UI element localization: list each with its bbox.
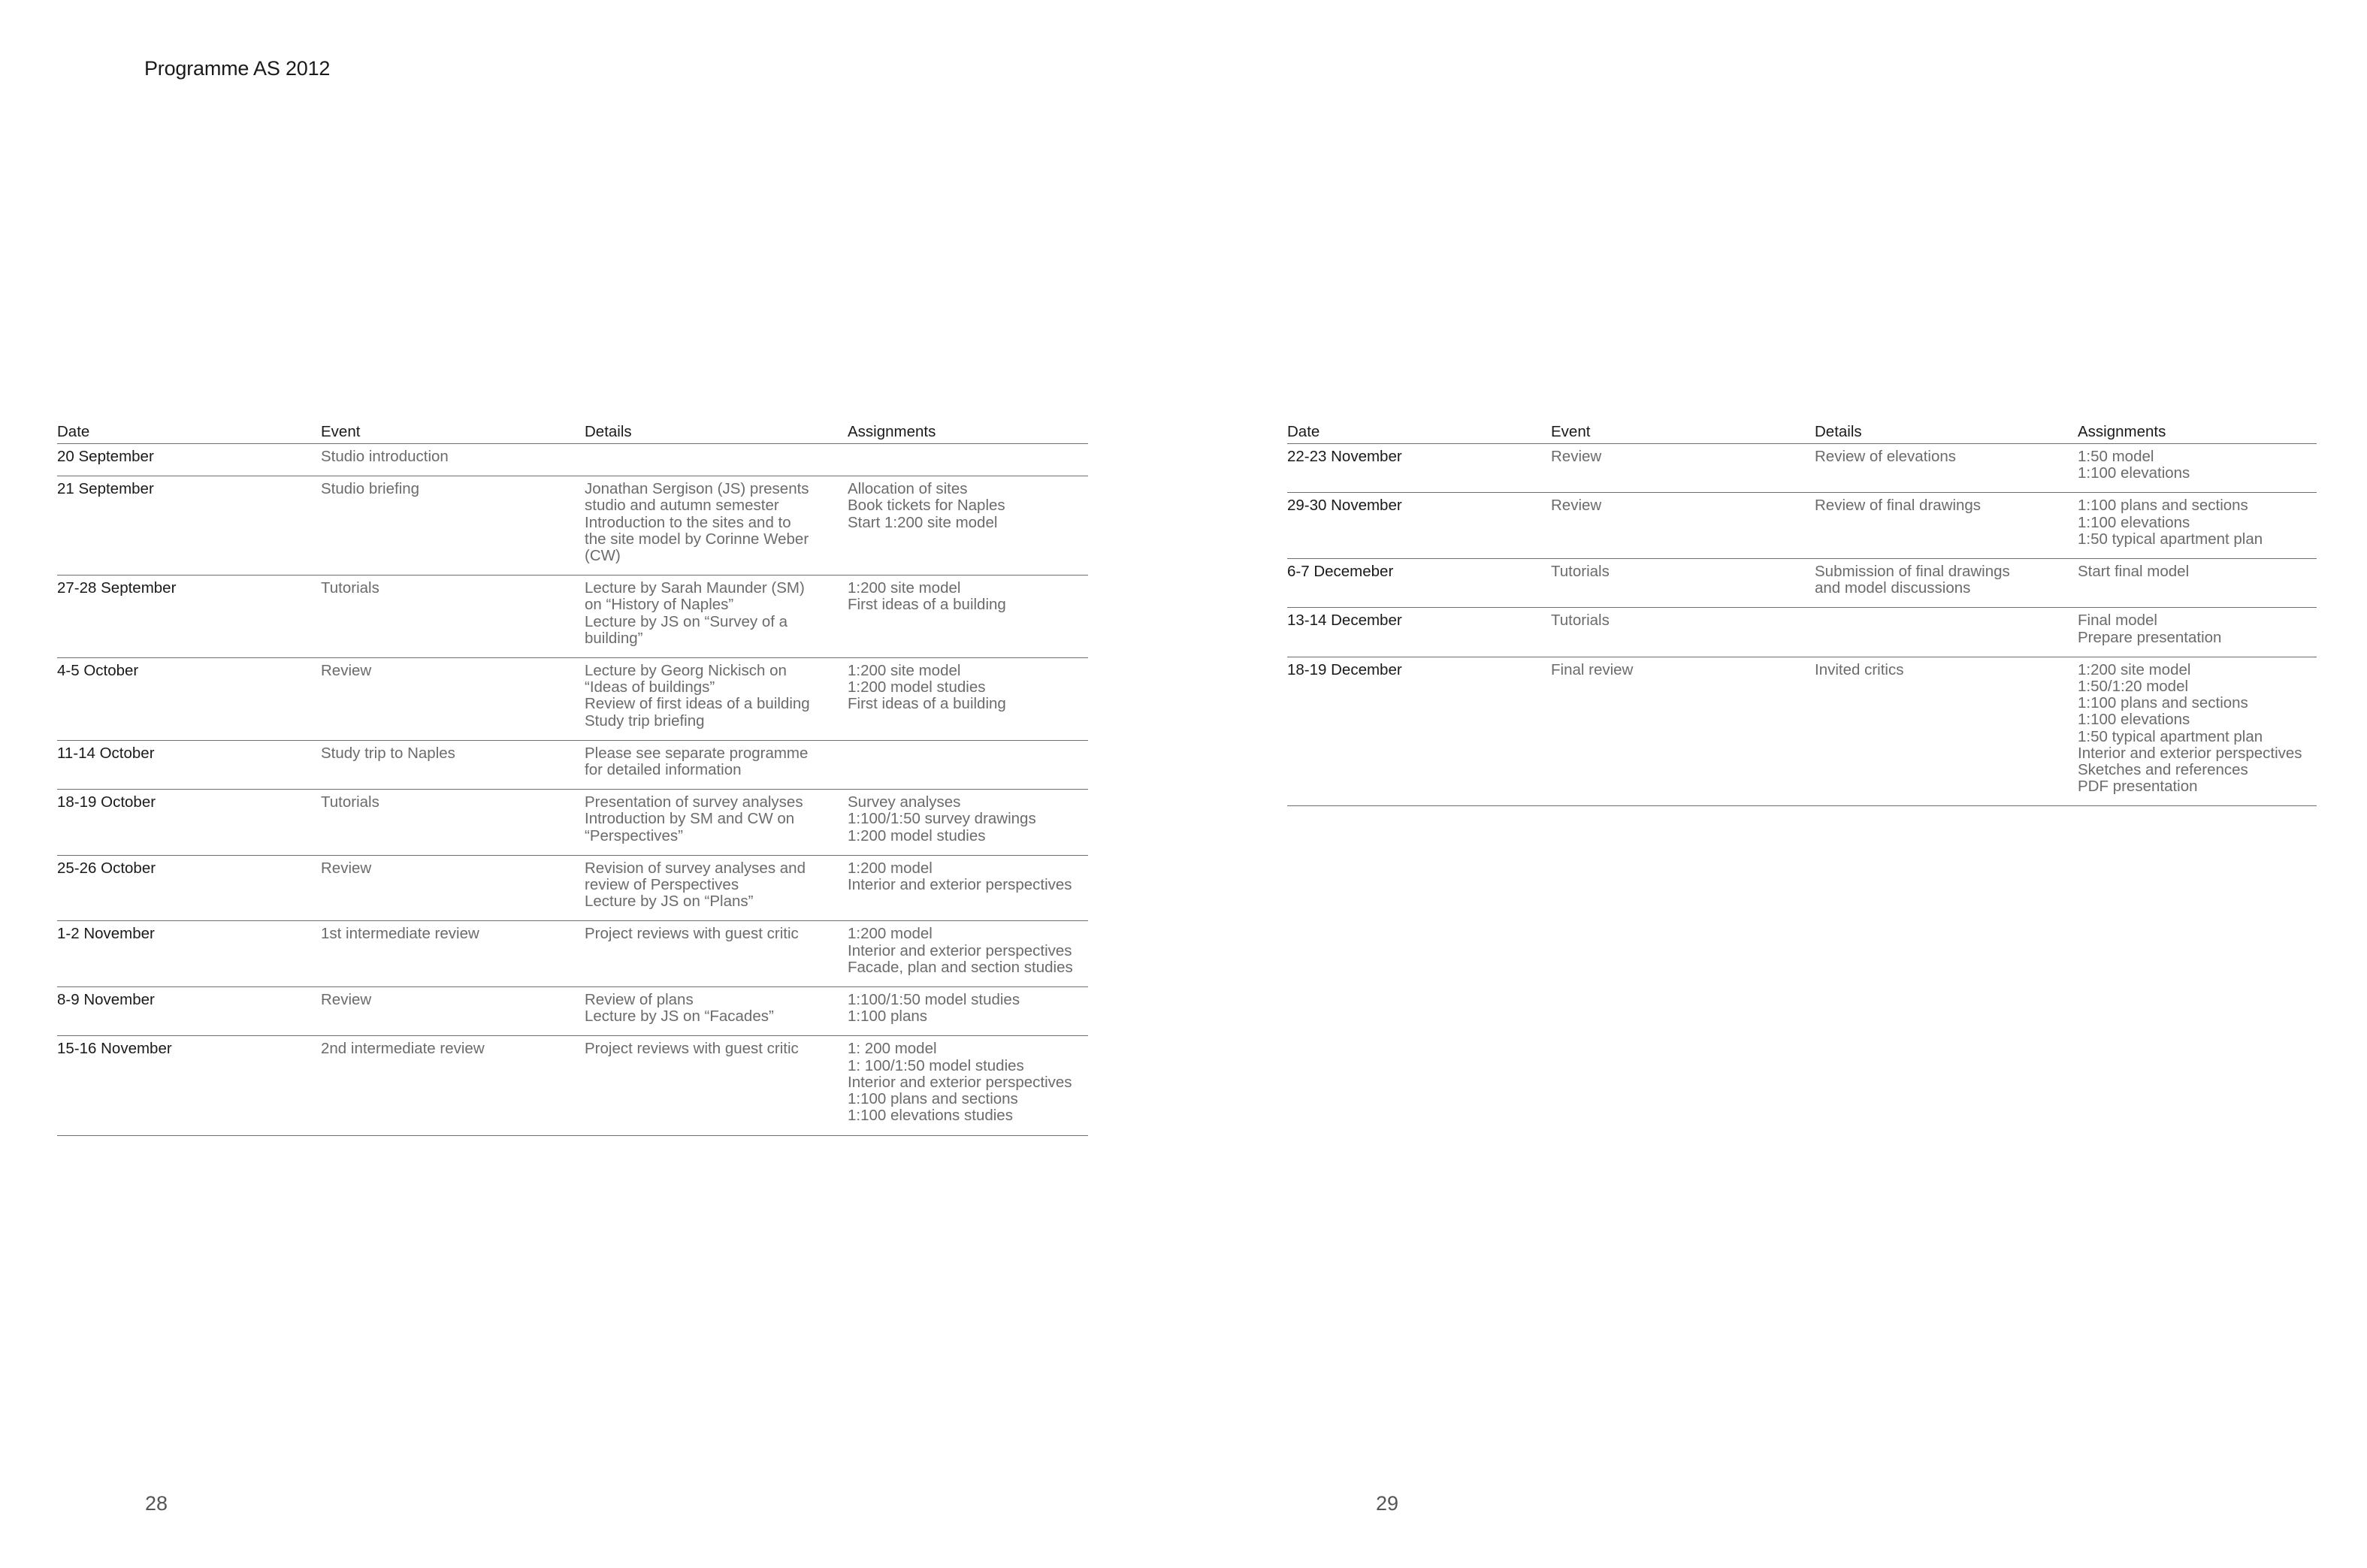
date-cell: 15-16 November [57,1036,321,1135]
column-header-event: Event [1551,418,1815,444]
assignments-cell: Survey analyses 1:100/1:50 survey drawings 1:200 model studies [848,790,1088,856]
table-row [1287,657,2317,806]
column-header-event: Event [321,418,585,444]
event-cell: Studio introduction [321,444,585,476]
column-header-assignments: Assignments [848,418,1088,444]
schedule-table-left [57,418,1088,1136]
schedule-body-right [1287,444,2317,806]
date-cell: 13-14 December [1287,608,1551,657]
assignments-cell: 1:50 model 1:100 elevations [2078,444,2317,493]
date-cell: 18-19 December [1287,657,1551,806]
table-row [1287,608,2317,657]
details-cell: Lecture by Georg Nickisch on “Ideas of buildings” Review of first ideas of a building Study trip briefing [585,658,848,741]
details-cell: Please see separate programme for detailed information [585,740,848,789]
details-cell: Invited critics [1815,657,2078,806]
assignments-cell: 1:200 site model First ideas of a building [848,576,1088,658]
event-cell: Study trip to Naples [321,740,585,789]
date-cell: 18-19 October [57,790,321,856]
details-cell: Review of elevations [1815,444,2078,493]
event-cell: Review [321,855,585,921]
event-cell: Review [321,658,585,741]
table-row [57,855,1088,921]
event-cell: 2nd intermediate review [321,1036,585,1135]
table-row [57,921,1088,987]
assignments-cell: Start final model [2078,559,2317,608]
assignments-cell: 1:100/1:50 model studies 1:100 plans [848,987,1088,1036]
table-row [57,576,1088,658]
table-row [57,658,1088,741]
date-cell: 29-30 November [1287,493,1551,559]
table-row [1287,444,2317,493]
event-cell: Final review [1551,657,1815,806]
details-cell: Presentation of survey analyses Introduction by SM and CW on “Perspectives” [585,790,848,856]
assignments-cell: 1:100 plans and sections 1:100 elevations 1:50 typical apartment plan [2078,493,2317,559]
table-header-row [1287,418,2317,444]
table-row [57,1036,1088,1135]
date-cell: 22-23 November [1287,444,1551,493]
page-number-right: 29 [1376,1492,1399,1515]
date-cell: 20 September [57,444,321,476]
table-header-row [57,418,1088,444]
assignments-cell [848,444,1088,476]
schedule-table-right [1287,418,2317,806]
assignments-cell [848,740,1088,789]
schedule-body-left [57,444,1088,1136]
details-cell: Revision of survey analyses and review of Perspectives Lecture by JS on “Plans” [585,855,848,921]
column-header-details: Details [585,418,848,444]
details-cell [1815,608,2078,657]
table-row [57,987,1088,1036]
date-cell: 1-2 November [57,921,321,987]
column-header-assignments: Assignments [2078,418,2317,444]
column-header-date: Date [57,418,321,444]
event-cell: Tutorials [321,790,585,856]
table-row [1287,559,2317,608]
assignments-cell: 1:200 model Interior and exterior perspectives Facade, plan and section studies [848,921,1088,987]
page-number-left: 28 [145,1492,168,1515]
event-cell: Review [1551,493,1815,559]
details-cell: Jonathan Sergison (JS) presents studio and autumn semester Introduction to the sites and to the site model by Corinne Weber (CW) [585,476,848,576]
details-cell: Lecture by Sarah Maunder (SM) on “History of Naples” Lecture by JS on “Survey of a building” [585,576,848,658]
details-cell: Project reviews with guest critic [585,1036,848,1135]
date-cell: 6-7 Decemeber [1287,559,1551,608]
details-cell: Submission of final drawings and model discussions [1815,559,2078,608]
table-row [57,790,1088,856]
column-header-details: Details [1815,418,2078,444]
date-cell: 25-26 October [57,855,321,921]
table-row [1287,493,2317,559]
table-row [57,444,1088,476]
page-title: Programme AS 2012 [144,57,331,80]
date-cell: 4-5 October [57,658,321,741]
assignments-cell: Final model Prepare presentation [2078,608,2317,657]
event-cell: Tutorials [1551,559,1815,608]
date-cell: 21 September [57,476,321,576]
date-cell: 8-9 November [57,987,321,1036]
assignments-cell: Allocation of sites Book tickets for Naples Start 1:200 site model [848,476,1088,576]
column-header-date: Date [1287,418,1551,444]
date-cell: 11-14 October [57,740,321,789]
event-cell: Tutorials [321,576,585,658]
table-row [57,476,1088,576]
event-cell: Studio briefing [321,476,585,576]
assignments-cell: 1:200 site model 1:200 model studies First ideas of a building [848,658,1088,741]
event-cell: Review [321,987,585,1036]
assignments-cell: 1:200 model Interior and exterior perspectives [848,855,1088,921]
event-cell: Tutorials [1551,608,1815,657]
details-cell: Review of plans Lecture by JS on “Facades” [585,987,848,1036]
details-cell: Review of final drawings [1815,493,2078,559]
assignments-cell: 1: 200 model 1: 100/1:50 model studies Interior and exterior perspectives 1:100 plans and sections 1:100 elevations studies [848,1036,1088,1135]
date-cell: 27-28 September [57,576,321,658]
details-cell [585,444,848,476]
assignments-cell: 1:200 site model 1:50/1:20 model 1:100 plans and sections 1:100 elevations 1:50 typical apartment plan Interior and exterior perspectives Sketches and references PDF presentation [2078,657,2317,806]
event-cell: 1st intermediate review [321,921,585,987]
details-cell: Project reviews with guest critic [585,921,848,987]
table-row [57,740,1088,789]
event-cell: Review [1551,444,1815,493]
